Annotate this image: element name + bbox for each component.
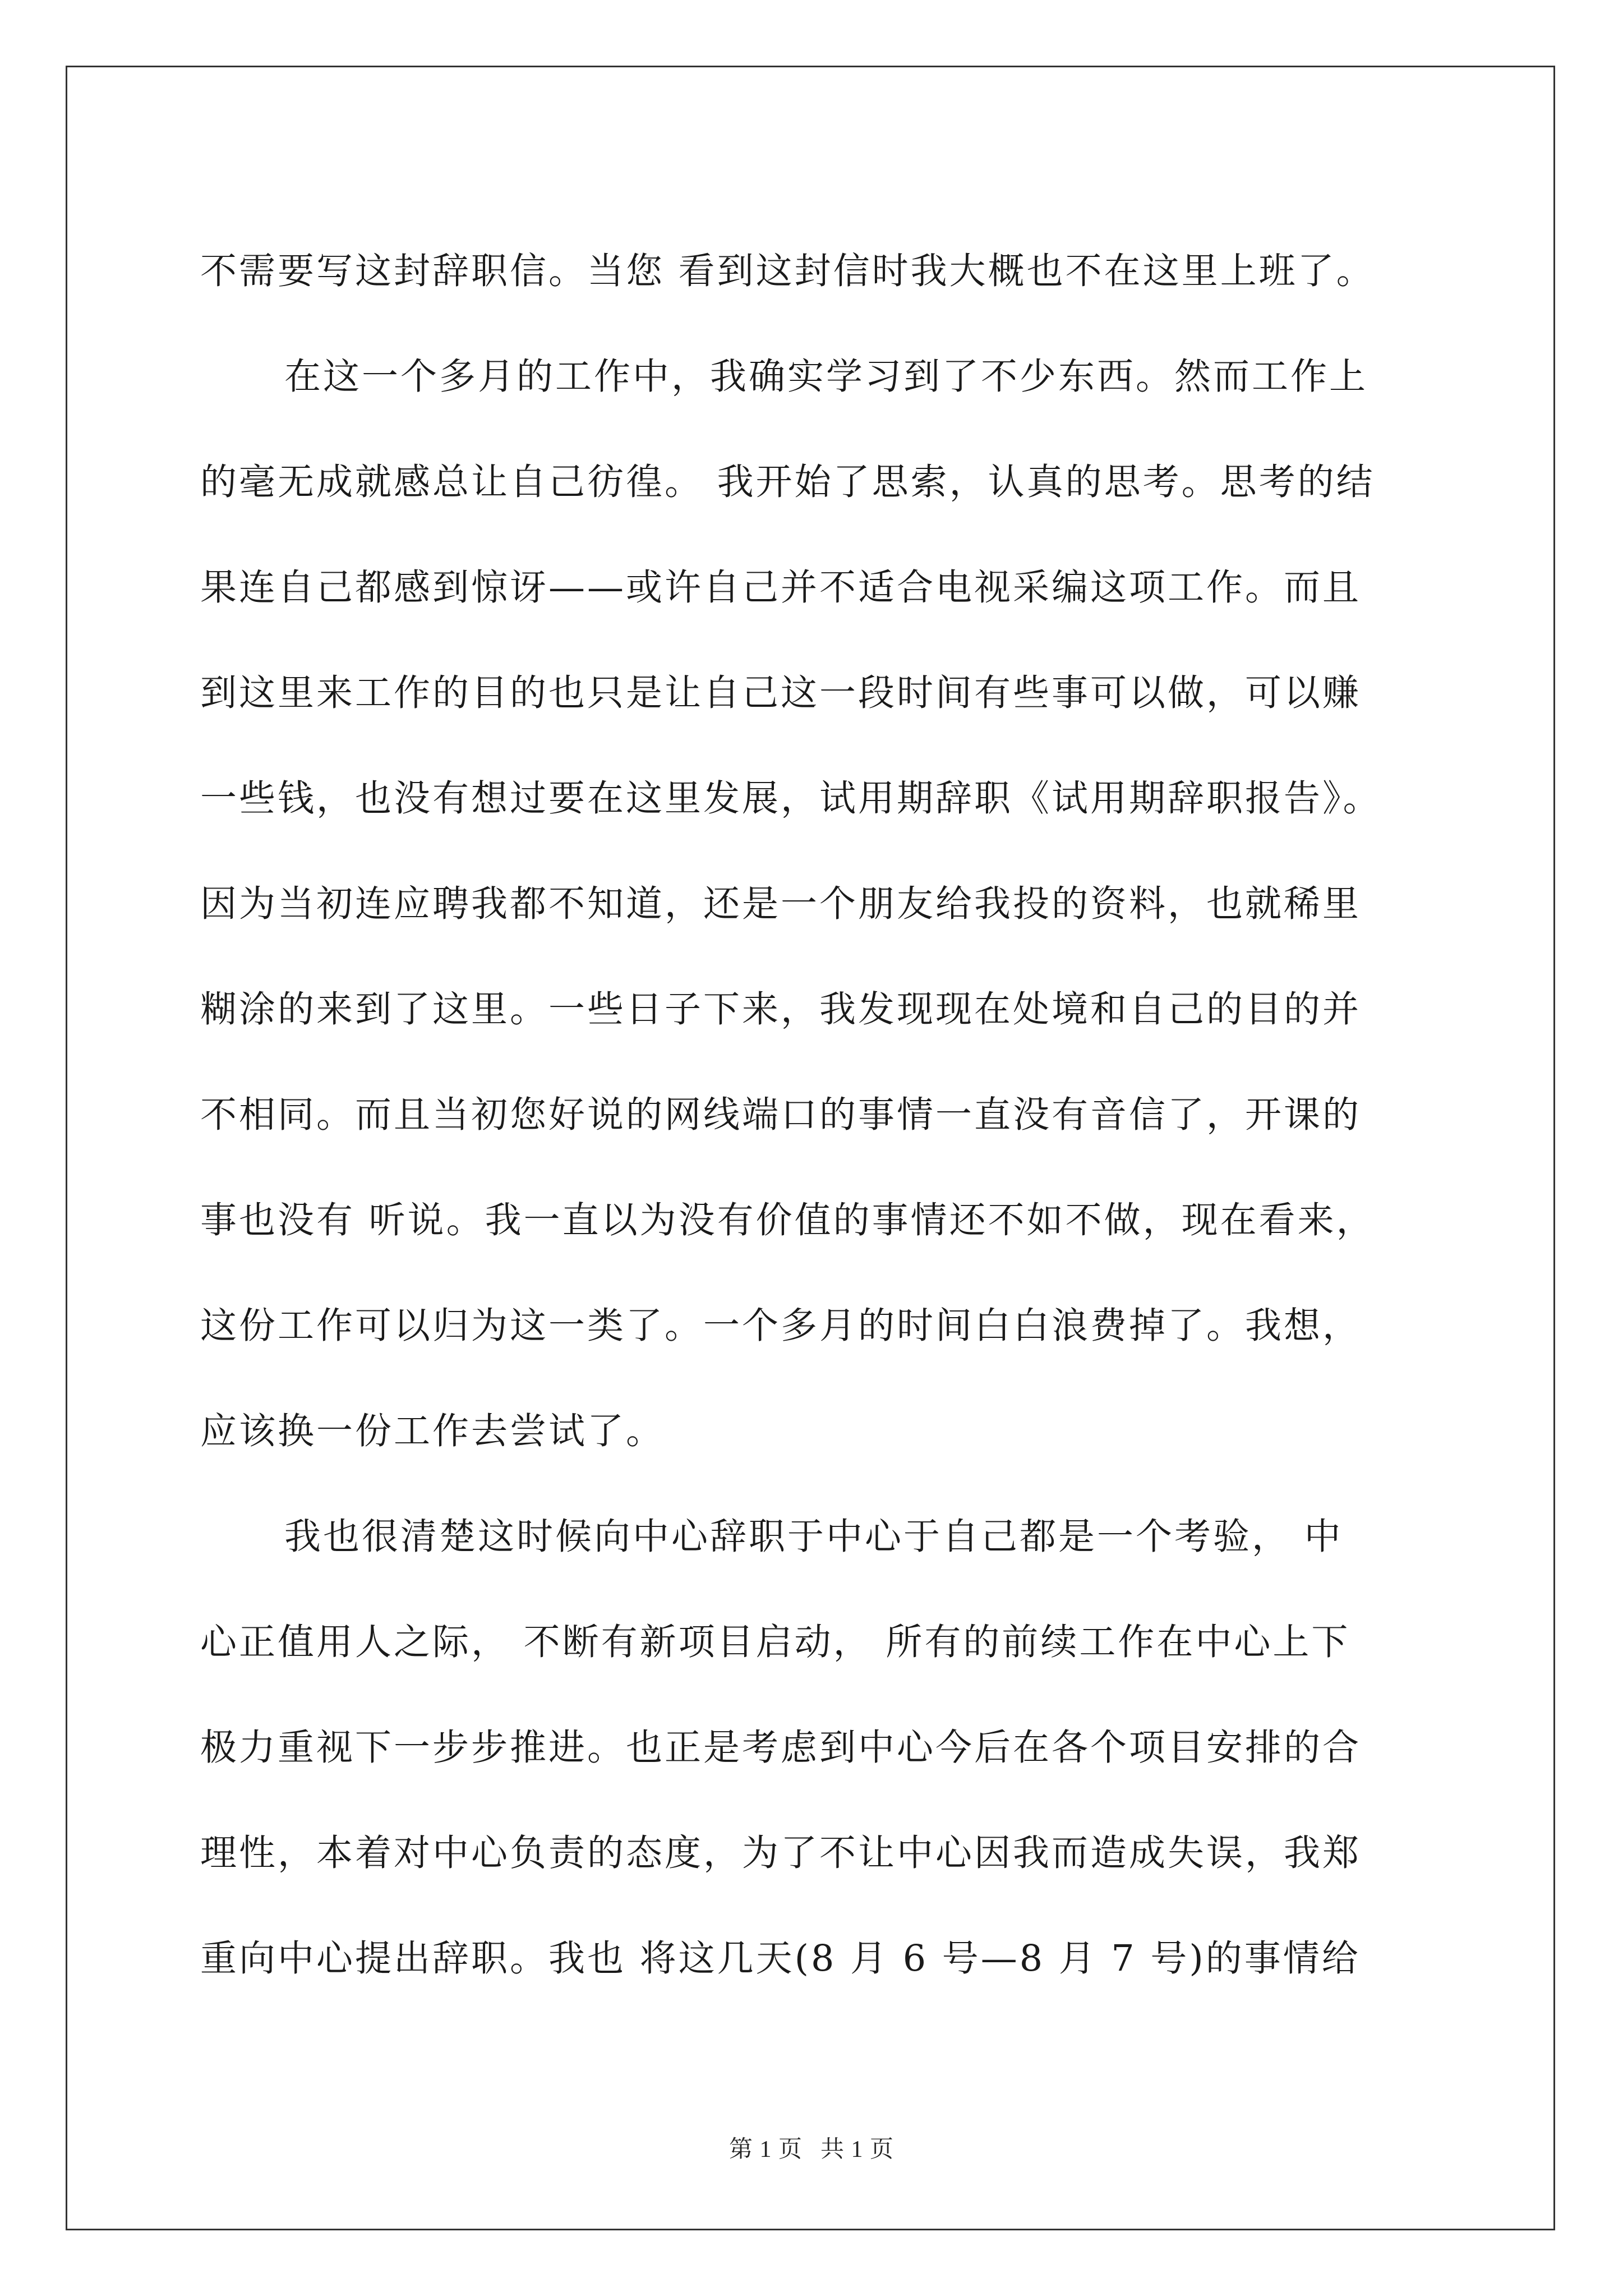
text-line-17: 重向中心提出辞职。我也 将这几天(8 月 6 号—8 月 7 号)的事情给 <box>200 1938 1361 1980</box>
text-line-2: 在这一个多月的工作中，我确实学习到了不少东西。然而工作上 <box>284 356 1368 398</box>
document-body <box>200 219 1423 2012</box>
text-line-9: 不相同。而且当初您好说的网线端口的事情一直没有音信了，开课的 <box>200 1094 1362 1136</box>
text-line-10: 事也没有 听说。我一直以为没有价值的事情还不如不做，现在看来， <box>200 1199 1375 1241</box>
text-line-13: 我也很清楚这时候向中心辞职于中心于自己都是一个考验， 中 <box>284 1516 1343 1558</box>
text-line-8: 糊涂的来到了这里。一些日子下来，我发现现在处境和自己的目的并 <box>200 988 1362 1030</box>
text-line-3: 的毫无成就感总让自己彷徨。 我开始了思索，认真的思考。思考的结 <box>200 461 1375 503</box>
page-footer <box>0 2131 1623 2164</box>
text-line-14: 心正值用人之际， 不断有新项目启动， 所有的前续工作在中心上下 <box>200 1621 1350 1663</box>
total-pages-label: 共 1 页 <box>820 2137 895 2162</box>
text-line-4: 果连自己都感到惊讶——或许自己并不适合电视采编这项工作。而且 <box>200 567 1362 609</box>
text-line-7: 因为当初连应聘我都不知道，还是一个朋友给我投的资料，也就稀里 <box>200 883 1362 925</box>
text-line-15: 极力重视下一步步推进。也正是考虑到中心今后在各个项目安排的合 <box>200 1727 1362 1769</box>
text-line-1: 不需要写这封辞职信。当您 看到这封信时我大概也不在这里上班了。 <box>200 250 1375 292</box>
text-line-12: 应该换一份工作去尝试了。 <box>200 1410 665 1452</box>
page-number-label: 第 1 页 <box>728 2137 803 2162</box>
text-line-16: 理性，本着对中心负责的态度，为了不让中心因我而造成失误，我郑 <box>200 1832 1362 1874</box>
text-line-6: 一些钱，也没有想过要在这里发展，试用期辞职《试用期辞职报告》。 <box>200 777 1382 820</box>
text-line-5: 到这里来工作的目的也只是让自己这一段时间有些事可以做，可以赚 <box>200 672 1362 714</box>
text-line-11: 这份工作可以归为这一类了。一个多月的时间白白浪费掉了。我想， <box>200 1305 1362 1347</box>
